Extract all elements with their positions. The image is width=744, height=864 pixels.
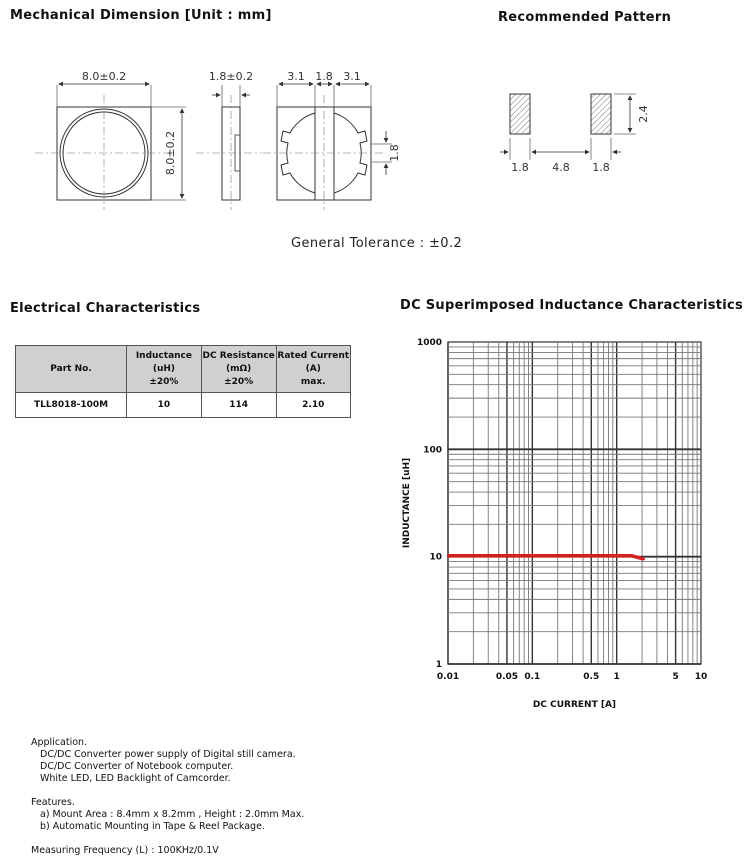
features-item: b) Automatic Mounting in Tape & Reel Package.	[40, 821, 265, 832]
x-tick-label: 0.01	[436, 672, 460, 682]
application-item: DC/DC Converter of Notebook computer.	[40, 761, 234, 772]
data-point	[630, 555, 632, 557]
header-dc-resistance: DC Resistance (mΩ) ±20%	[201, 346, 276, 393]
recommended-pattern-drawing	[490, 80, 690, 180]
data-point	[531, 555, 533, 557]
general-tolerance: General Tolerance : ±0.2	[291, 236, 463, 251]
pad-left	[510, 94, 530, 134]
y-tick-label: 100	[423, 445, 442, 456]
top-view	[35, 70, 186, 210]
data-point	[590, 555, 592, 557]
application-title: Application.	[31, 737, 88, 748]
x-tick-label: 10	[694, 672, 708, 682]
x-tick-label: 0.1	[524, 672, 541, 682]
x-tick-label: 1	[613, 672, 620, 682]
bottom-mid-dimension: 1.8	[315, 70, 333, 83]
pad-right	[591, 94, 611, 134]
thickness-dimension: 1.8±0.2	[208, 70, 254, 83]
header-rated-current: Rated Current (A) max.	[276, 346, 351, 393]
plot-frame	[448, 342, 701, 664]
table-row	[16, 393, 351, 418]
data-point	[506, 555, 508, 557]
pattern-pad-height: 2.4	[637, 105, 650, 123]
height-dimension: 8.0±0.2	[164, 130, 177, 176]
cell-rated-current: 2.10	[276, 393, 351, 418]
x-tick-label: 0.05	[495, 672, 519, 682]
dc-chart-heading: DC Superimposed Inductance Characteristics	[400, 298, 744, 313]
x-tick-label: 0.5	[583, 672, 600, 682]
application-item: White LED, LED Backlight of Camcorder.	[40, 773, 231, 784]
pattern-pad-width-2: 1.8	[592, 161, 610, 174]
header-part-no: Part No.	[16, 346, 127, 393]
recommended-pattern-heading: Recommended Pattern	[498, 10, 672, 25]
cell-part-no: TLL8018-100M	[16, 393, 127, 418]
mechanical-drawing	[0, 55, 490, 220]
bottom-left-dimension: 3.1	[287, 70, 305, 83]
table-header-row	[16, 346, 351, 393]
cell-dc-resistance: 114	[201, 393, 276, 418]
electrical-table	[15, 345, 351, 418]
y-tick-label: 1	[435, 660, 442, 670]
notes-section	[31, 737, 451, 857]
bottom-right-dimension: 3.1	[343, 70, 361, 83]
data-point	[447, 555, 449, 557]
measuring-frequency: Measuring Frequency (L) : 100KHz/0.1V	[31, 845, 219, 856]
features-item: a) Mount Area : 8.4mm x 8.2mm , Height : 2.0mm Max.	[40, 809, 305, 820]
cell-inductance: 10	[127, 393, 202, 418]
x-axis-label: DC CURRENT [A]	[532, 700, 617, 710]
data-point	[615, 555, 617, 557]
y-tick-label: 1000	[416, 338, 442, 348]
header-inductance: Inductance (uH) ±20%	[127, 346, 202, 393]
bottom-view	[263, 70, 401, 210]
mechanical-dimension-heading: Mechanical Dimension [Unit : mm]	[10, 8, 272, 23]
y-axis-label: INDUCTANCE [uH]	[402, 457, 412, 549]
data-point	[643, 558, 645, 560]
side-view	[196, 70, 262, 210]
features-title: Features.	[31, 797, 75, 808]
x-tick-label: 5	[672, 672, 679, 682]
width-dimension: 8.0±0.2	[81, 70, 127, 83]
pattern-pad-width-1: 1.8	[511, 161, 529, 174]
application-item: DC/DC Converter power supply of Digital still camera.	[40, 749, 296, 760]
bottom-vertical-dimension: 1.8	[388, 144, 401, 162]
electrical-characteristics-heading: Electrical Characteristics	[10, 301, 201, 316]
dc-superimposed-chart	[390, 325, 720, 715]
y-tick-label: 10	[429, 552, 442, 563]
pattern-gap: 4.8	[552, 161, 570, 174]
